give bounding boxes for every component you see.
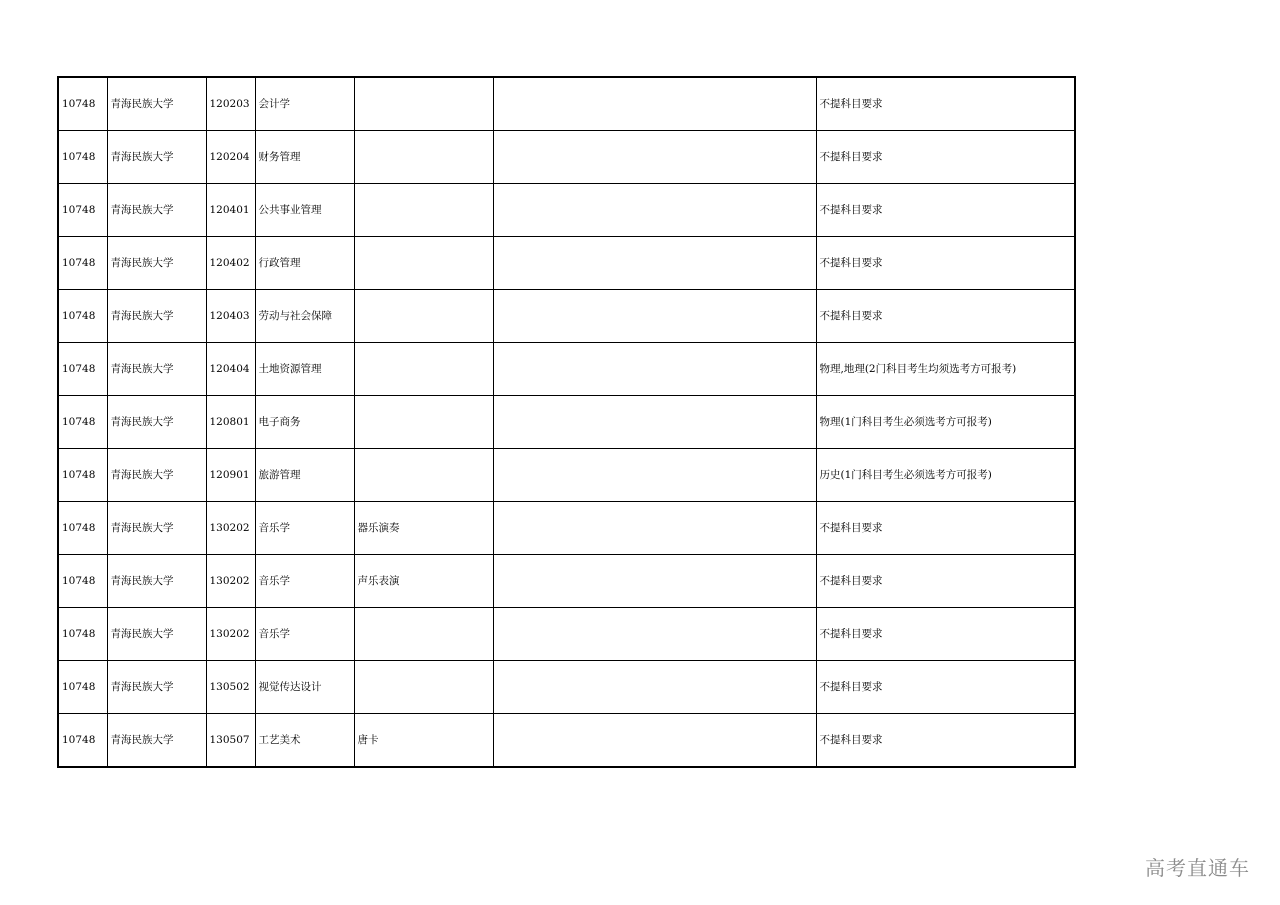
direction-cell: 唐卡 [354, 714, 493, 768]
direction-cell [354, 77, 493, 131]
major-name-cell: 会计学 [255, 77, 354, 131]
table-row [58, 661, 1075, 714]
school-name-cell: 青海民族大学 [107, 77, 206, 131]
note-cell [493, 502, 816, 555]
direction-cell: 声乐表演 [354, 555, 493, 608]
subject-requirement-cell: 不提科目要求 [816, 661, 1075, 714]
school-name-cell: 青海民族大学 [107, 184, 206, 237]
note-cell [493, 608, 816, 661]
school-code-cell: 10748 [58, 184, 107, 237]
school-name-cell: 青海民族大学 [107, 449, 206, 502]
school-name-cell: 青海民族大学 [107, 396, 206, 449]
direction-cell [354, 290, 493, 343]
major-code-cell: 120402 [206, 237, 255, 290]
direction-cell [354, 184, 493, 237]
table-row [58, 714, 1075, 768]
school-code-cell: 10748 [58, 555, 107, 608]
school-code-cell: 10748 [58, 661, 107, 714]
table-row [58, 77, 1075, 131]
subject-requirement-cell: 物理(1门科目考生必须选考方可报考) [816, 396, 1075, 449]
school-name-cell: 青海民族大学 [107, 131, 206, 184]
table-row [58, 555, 1075, 608]
major-code-cell: 130202 [206, 502, 255, 555]
note-cell [493, 237, 816, 290]
school-code-cell: 10748 [58, 343, 107, 396]
table-row [58, 449, 1075, 502]
table-row [58, 184, 1075, 237]
subject-requirement-cell: 不提科目要求 [816, 237, 1075, 290]
major-name-cell: 土地资源管理 [255, 343, 354, 396]
school-name-cell: 青海民族大学 [107, 608, 206, 661]
major-name-cell: 劳动与社会保障 [255, 290, 354, 343]
note-cell [493, 555, 816, 608]
school-code-cell: 10748 [58, 608, 107, 661]
major-name-cell: 公共事业管理 [255, 184, 354, 237]
school-name-cell: 青海民族大学 [107, 343, 206, 396]
subject-requirement-cell: 历史(1门科目考生必须选考方可报考) [816, 449, 1075, 502]
school-name-cell: 青海民族大学 [107, 661, 206, 714]
note-cell [493, 449, 816, 502]
major-name-cell: 音乐学 [255, 555, 354, 608]
major-code-cell: 130502 [206, 661, 255, 714]
subject-requirement-cell: 不提科目要求 [816, 555, 1075, 608]
school-name-cell: 青海民族大学 [107, 237, 206, 290]
major-code-cell: 120401 [206, 184, 255, 237]
major-name-cell: 工艺美术 [255, 714, 354, 768]
table-row [58, 290, 1075, 343]
note-cell [493, 661, 816, 714]
major-code-cell: 130202 [206, 608, 255, 661]
school-name-cell: 青海民族大学 [107, 714, 206, 768]
school-code-cell: 10748 [58, 502, 107, 555]
school-code-cell: 10748 [58, 131, 107, 184]
school-code-cell: 10748 [58, 449, 107, 502]
school-code-cell: 10748 [58, 77, 107, 131]
table-row [58, 237, 1075, 290]
major-code-cell: 120404 [206, 343, 255, 396]
note-cell [493, 77, 816, 131]
school-name-cell: 青海民族大学 [107, 555, 206, 608]
subject-requirement-cell: 不提科目要求 [816, 502, 1075, 555]
table-row [58, 502, 1075, 555]
direction-cell [354, 396, 493, 449]
watermark-logo-text: 高考直通车 [1145, 856, 1250, 880]
major-name-cell: 视觉传达设计 [255, 661, 354, 714]
note-cell [493, 396, 816, 449]
major-code-cell: 130507 [206, 714, 255, 768]
subject-requirement-cell: 不提科目要求 [816, 77, 1075, 131]
major-code-cell: 120403 [206, 290, 255, 343]
school-code-cell: 10748 [58, 237, 107, 290]
subject-requirement-cell: 不提科目要求 [816, 184, 1075, 237]
majors-table [57, 76, 1076, 768]
major-name-cell: 音乐学 [255, 502, 354, 555]
major-name-cell: 电子商务 [255, 396, 354, 449]
note-cell [493, 343, 816, 396]
note-cell [493, 184, 816, 237]
direction-cell [354, 237, 493, 290]
school-name-cell: 青海民族大学 [107, 502, 206, 555]
major-code-cell: 120801 [206, 396, 255, 449]
major-name-cell: 行政管理 [255, 237, 354, 290]
major-code-cell: 120204 [206, 131, 255, 184]
major-code-cell: 120203 [206, 77, 255, 131]
table-row [58, 608, 1075, 661]
subject-requirement-cell: 不提科目要求 [816, 131, 1075, 184]
note-cell [493, 714, 816, 768]
table-row [58, 131, 1075, 184]
direction-cell [354, 661, 493, 714]
direction-cell [354, 131, 493, 184]
direction-cell: 器乐演奏 [354, 502, 493, 555]
subject-requirement-cell: 不提科目要求 [816, 608, 1075, 661]
major-name-cell: 财务管理 [255, 131, 354, 184]
school-code-cell: 10748 [58, 714, 107, 768]
major-name-cell: 音乐学 [255, 608, 354, 661]
direction-cell [354, 343, 493, 396]
table-row [58, 396, 1075, 449]
subject-requirement-cell: 不提科目要求 [816, 714, 1075, 768]
note-cell [493, 131, 816, 184]
subject-requirement-cell: 物理,地理(2门科目考生均须选考方可报考) [816, 343, 1075, 396]
major-code-cell: 120901 [206, 449, 255, 502]
school-code-cell: 10748 [58, 290, 107, 343]
school-code-cell: 10748 [58, 396, 107, 449]
majors-table-container [57, 76, 1074, 768]
note-cell [493, 290, 816, 343]
table-row [58, 343, 1075, 396]
major-name-cell: 旅游管理 [255, 449, 354, 502]
school-name-cell: 青海民族大学 [107, 290, 206, 343]
subject-requirement-cell: 不提科目要求 [816, 290, 1075, 343]
direction-cell [354, 449, 493, 502]
major-code-cell: 130202 [206, 555, 255, 608]
direction-cell [354, 608, 493, 661]
table-body [58, 77, 1075, 767]
